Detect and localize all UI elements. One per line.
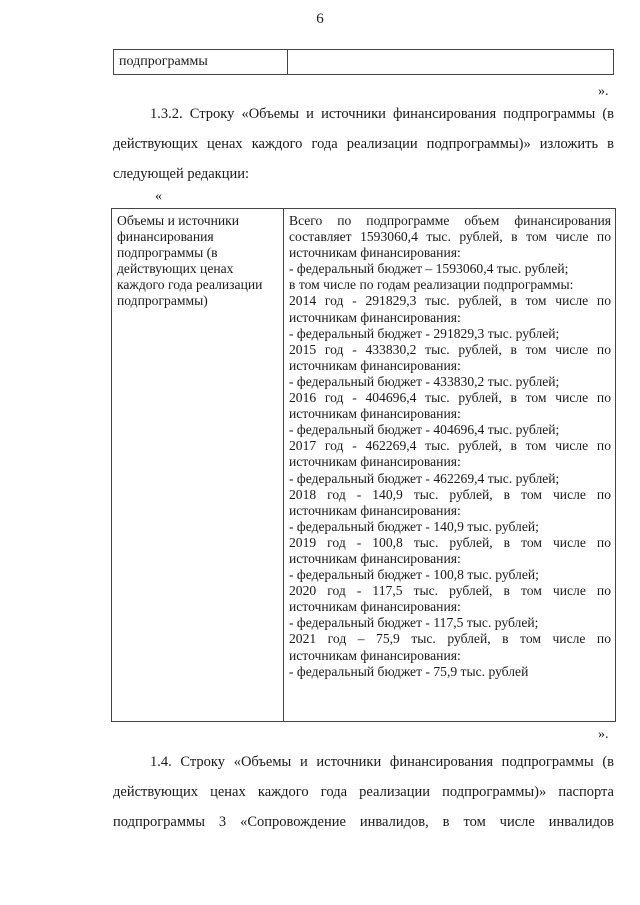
content-line: - федеральный бюджет – 1593060,4 тыс. рублей; xyxy=(289,261,569,277)
label-line: подпрограммы) xyxy=(117,293,208,309)
content-line: 2016 год - 404696,4 тыс. рублей, в том числе по xyxy=(289,390,611,406)
content-line: 2017 год - 462269,4 тыс. рублей, в том числе по xyxy=(289,438,611,454)
financing-table xyxy=(111,208,616,722)
paragraph-line: 1.3.2. Строку «Объемы и источники финансирования подпрограммы (в xyxy=(150,106,614,122)
paragraph-line: действующих ценах каждого года реализации подпрограммы)» паспорта xyxy=(113,784,614,800)
closing-quote-2: ». xyxy=(598,727,609,742)
label-line: каждого года реализации xyxy=(117,277,263,293)
content-line: 2020 год - 117,5 тыс. рублей, в том числе по xyxy=(289,583,611,599)
content-line: - федеральный бюджет - 140,9 тыс. рублей; xyxy=(289,518,539,534)
content-line: 2014 год - 291829,3 тыс. рублей, в том числе по xyxy=(289,293,611,309)
paragraph-line: подпрограммы 3 «Сопровождение инвалидов, в том числе инвалидов xyxy=(113,814,614,830)
top-table-right-cell xyxy=(288,50,614,75)
content-line: источникам финансирования: xyxy=(289,454,461,470)
content-line: 2015 год - 433830,2 тыс. рублей, в том числе по xyxy=(289,341,611,357)
content-line: источникам финансирования: xyxy=(289,599,461,615)
paragraph-1-3-2 xyxy=(113,99,614,189)
previous-table-fragment xyxy=(113,49,614,75)
label-line: подпрограммы (в xyxy=(117,245,218,261)
top-table-left-cell: подпрограммы xyxy=(114,50,288,75)
content-line: источникам финансирования: xyxy=(289,357,461,373)
paragraph-1-4 xyxy=(113,747,614,837)
financing-table-row-label xyxy=(112,209,284,722)
opening-quote: « xyxy=(155,189,162,204)
label-line: финансирования xyxy=(117,229,214,245)
content-line: - федеральный бюджет - 462269,4 тыс. рублей; xyxy=(289,470,560,486)
paragraph-line: следующей редакции: xyxy=(113,166,250,182)
content-line: источникам финансирования: xyxy=(289,550,461,566)
content-line: составляет 1593060,4 тыс. рублей, в том числе по xyxy=(289,229,611,245)
content-line: - федеральный бюджет - 291829,3 тыс. рублей; xyxy=(289,325,560,341)
closing-quote-1: ». xyxy=(598,84,609,99)
content-line: - федеральный бюджет - 404696,4 тыс. рублей; xyxy=(289,422,560,438)
page-number: 6 xyxy=(316,11,324,27)
content-line: источникам финансирования: xyxy=(289,502,461,518)
content-line: - федеральный бюджет - 117,5 тыс. рублей; xyxy=(289,615,539,631)
content-line: Всего по подпрограмме объем финансирования xyxy=(289,213,611,228)
content-line: источникам финансирования: xyxy=(289,647,461,663)
content-line: источникам финансирования: xyxy=(289,245,461,261)
content-line: - федеральный бюджет - 433830,2 тыс. рублей; xyxy=(289,373,560,389)
content-line: источникам финансирования: xyxy=(289,309,461,325)
financing-table-content xyxy=(284,209,616,722)
paragraph-line: действующих ценах каждого года реализации подпрограммы)» изложить в xyxy=(113,136,614,152)
content-line: 2018 год - 140,9 тыс. рублей, в том числе по xyxy=(289,486,611,502)
label-line: Объемы и источники xyxy=(117,213,240,228)
content-line: 2021 год – 75,9 тыс. рублей, в том числе по xyxy=(289,631,611,647)
content-line: 2019 год - 100,8 тыс. рублей, в том числе по xyxy=(289,534,611,550)
label-line: действующих ценах xyxy=(117,261,234,277)
paragraph-line: 1.4. Строку «Объемы и источники финансирования подпрограммы (в xyxy=(150,754,614,770)
content-line: - федеральный бюджет - 75,9 тыс. рублей xyxy=(289,663,529,679)
content-line: - федеральный бюджет - 100,8 тыс. рублей; xyxy=(289,567,539,583)
content-line: в том числе по годам реализации подпрограммы: xyxy=(289,277,574,293)
content-line: источникам финансирования: xyxy=(289,406,461,422)
